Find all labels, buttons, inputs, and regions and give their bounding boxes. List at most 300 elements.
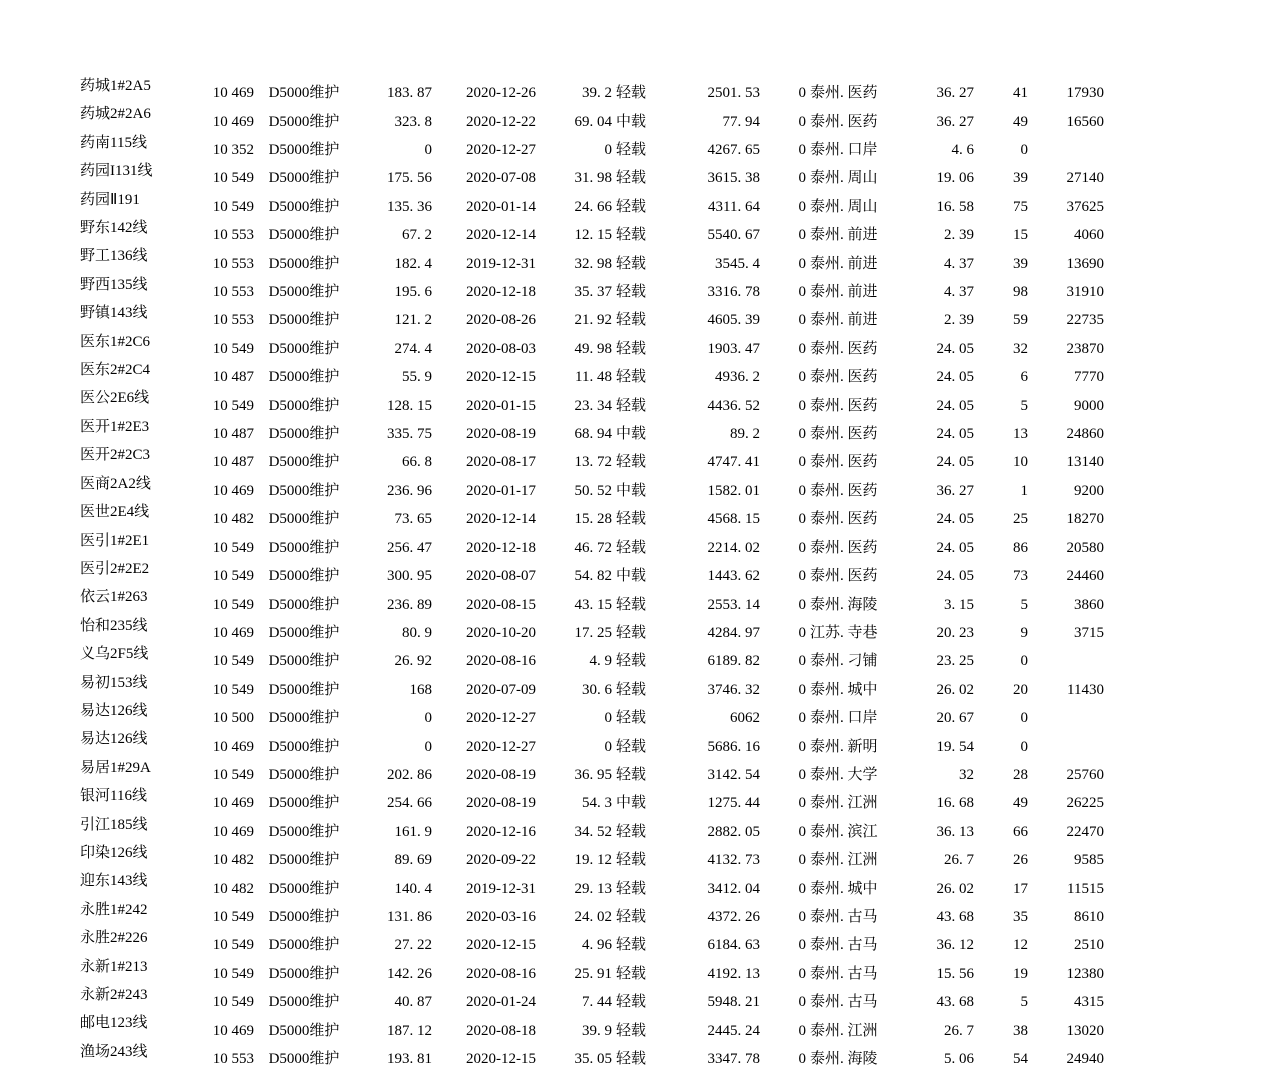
cell-v3[interactable]: 3142. 54 [707,766,760,783]
cell-v3[interactable]: 5686. 16 [707,738,760,755]
cell-type[interactable]: D5000维护 [268,369,340,386]
cell-zero[interactable]: 0 [798,369,806,386]
cell-name[interactable] [78,928,168,956]
cell-v5[interactable]: 39 [1013,255,1028,272]
cell-v2[interactable]: 35. 37 [574,284,612,301]
cell-v4[interactable]: 36. 27 [936,482,974,499]
cell-type[interactable]: D5000维护 [268,170,340,187]
cell-name[interactable] [78,388,168,416]
cell-v4[interactable]: 24. 05 [936,340,974,357]
cell-v4[interactable]: 43. 68 [936,908,974,925]
cell-v6[interactable]: 26225 [1066,795,1104,812]
cell-v3[interactable]: 4132. 73 [707,852,760,869]
cell-v1[interactable]: 55. 9 [402,369,432,386]
cell-v3[interactable]: 3412. 04 [707,880,760,897]
cell-v2[interactable]: 0 [604,738,612,755]
table-row[interactable] [78,190,1106,218]
cell-date[interactable]: 2020-08-07 [466,568,536,585]
cell-v1[interactable]: 128. 15 [387,397,432,414]
cell-code[interactable]: 10 549 [212,965,254,982]
cell-name[interactable] [78,218,168,246]
cell-v2[interactable]: 43. 15 [574,596,612,613]
cell-code[interactable]: 10 469 [212,624,254,641]
cell-code[interactable]: 10 469 [212,738,254,755]
cell-load[interactable]: 轻载 [616,170,647,187]
cell-date[interactable]: 2020-01-17 [466,482,536,499]
cell-v4[interactable]: 19. 06 [936,170,974,187]
cell-code[interactable]: 10 482 [212,880,254,897]
cell-v4[interactable]: 36. 12 [936,937,974,954]
cell-type[interactable]: D5000维护 [268,198,340,215]
cell-load[interactable]: 轻载 [616,681,647,698]
cell-v2[interactable]: 49. 98 [574,340,612,357]
cell-v3[interactable]: 1275. 44 [707,795,760,812]
cell-region[interactable]: 泰州. 古马 [810,965,878,982]
cell-v5[interactable]: 0 [1020,142,1028,159]
table-row[interactable] [78,531,1106,559]
cell-v5[interactable]: 75 [1013,198,1028,215]
cell-region[interactable]: 泰州. 海陵 [810,1051,878,1068]
cell-load[interactable]: 轻载 [616,1051,647,1068]
cell-type[interactable]: D5000维护 [268,596,340,613]
cell-v4[interactable]: 4. 37 [944,255,974,272]
cell-v4[interactable]: 26. 02 [936,880,974,897]
cell-v6[interactable]: 22470 [1066,823,1104,840]
cell-v4[interactable]: 32 [959,766,974,783]
cell-region[interactable]: 泰州. 医药 [810,426,878,443]
cell-zero[interactable]: 0 [798,170,806,187]
cell-v5[interactable]: 19 [1013,965,1028,982]
cell-zero[interactable]: 0 [798,397,806,414]
cell-type[interactable]: D5000维护 [268,255,340,272]
cell-v3[interactable]: 2882. 05 [707,823,760,840]
cell-type[interactable]: D5000维护 [268,908,340,925]
cell-region[interactable]: 泰州. 医药 [810,482,878,499]
cell-date[interactable]: 2020-07-09 [466,681,536,698]
table-row[interactable] [78,388,1106,416]
cell-v1[interactable]: 0 [424,710,432,727]
cell-name[interactable] [78,616,168,644]
cell-v3[interactable]: 4311. 64 [708,198,760,215]
cell-load[interactable]: 轻载 [616,653,647,670]
cell-date[interactable]: 2019-12-31 [466,255,536,272]
cell-load[interactable]: 轻载 [616,85,647,102]
cell-name[interactable] [78,871,168,899]
cell-v6[interactable]: 24460 [1066,568,1104,585]
cell-type[interactable]: D5000维护 [268,624,340,641]
cell-region[interactable]: 泰州. 前进 [810,284,878,301]
cell-v6[interactable]: 13140 [1066,454,1104,471]
cell-v2[interactable]: 29. 13 [574,880,612,897]
cell-v6[interactable]: 2510 [1074,937,1104,954]
cell-v4[interactable]: 23. 25 [936,653,974,670]
cell-v5[interactable]: 59 [1013,312,1028,329]
cell-v6[interactable]: 3860 [1074,596,1104,613]
cell-v6[interactable] [1030,644,1106,672]
cell-load[interactable]: 轻载 [616,539,647,556]
cell-date[interactable]: 2020-12-15 [466,1051,536,1068]
cell-v3[interactable]: 2553. 14 [707,596,760,613]
cell-type[interactable]: D5000维护 [268,710,340,727]
cell-region[interactable]: 泰州. 城中 [810,681,878,698]
cell-code[interactable]: 10 549 [212,937,254,954]
cell-date[interactable]: 2020-08-19 [466,766,536,783]
cell-code[interactable]: 10 487 [212,454,254,471]
table-row[interactable] [78,1013,1106,1041]
cell-v3[interactable]: 77. 94 [722,113,760,130]
cell-type[interactable]: D5000维护 [268,994,340,1011]
cell-v2[interactable]: 17. 25 [574,624,612,641]
cell-name[interactable] [78,246,168,274]
cell-code[interactable]: 10 500 [212,710,254,727]
cell-zero[interactable]: 0 [798,965,806,982]
cell-name[interactable] [78,900,168,928]
cell-v3[interactable]: 4267. 65 [707,142,760,159]
cell-v1[interactable]: 27. 22 [394,937,432,954]
cell-code[interactable]: 10 469 [212,1022,254,1039]
cell-v2[interactable]: 54. 82 [574,568,612,585]
table-row[interactable] [78,616,1106,644]
cell-zero[interactable]: 0 [798,511,806,528]
cell-v2[interactable]: 35. 05 [574,1051,612,1068]
cell-v2[interactable]: 69. 04 [574,113,612,130]
cell-load[interactable]: 中载 [616,113,647,130]
cell-v5[interactable]: 49 [1013,113,1028,130]
table-row[interactable] [78,758,1106,786]
cell-v1[interactable]: 274. 4 [394,340,432,357]
cell-load[interactable]: 中载 [616,426,647,443]
cell-type[interactable]: D5000维护 [268,454,340,471]
cell-type[interactable]: D5000维护 [268,539,340,556]
table-row[interactable] [78,900,1106,928]
cell-region[interactable]: 泰州. 城中 [810,880,878,897]
cell-name[interactable] [78,985,168,1013]
cell-v2[interactable]: 21. 92 [574,312,612,329]
cell-v5[interactable]: 49 [1013,795,1028,812]
cell-v4[interactable]: 5. 06 [944,1051,974,1068]
cell-code[interactable]: 10 469 [212,482,254,499]
cell-v3[interactable]: 4436. 52 [707,397,760,414]
cell-v1[interactable]: 73. 65 [394,511,432,528]
cell-date[interactable]: 2019-12-31 [466,880,536,897]
cell-v6[interactable]: 18270 [1066,511,1104,528]
cell-v2[interactable]: 7. 44 [582,994,612,1011]
cell-v1[interactable]: 0 [424,738,432,755]
cell-region[interactable]: 泰州. 医药 [810,454,878,471]
table-row[interactable] [78,76,1106,104]
cell-v6[interactable] [1030,701,1106,729]
cell-v2[interactable]: 50. 52 [574,482,612,499]
cell-v1[interactable]: 161. 9 [394,823,432,840]
cell-v4[interactable]: 4. 37 [944,284,974,301]
cell-zero[interactable]: 0 [798,284,806,301]
cell-v2[interactable]: 0 [604,710,612,727]
cell-v2[interactable]: 46. 72 [574,539,612,556]
cell-zero[interactable]: 0 [798,539,806,556]
cell-code[interactable]: 10 549 [212,596,254,613]
cell-region[interactable]: 泰州. 海陵 [810,596,878,613]
cell-v6[interactable]: 13690 [1066,255,1104,272]
table-row[interactable] [78,332,1106,360]
table-row[interactable] [78,246,1106,274]
cell-type[interactable]: D5000维护 [268,284,340,301]
cell-name[interactable] [78,104,168,132]
cell-v1[interactable]: 0 [424,142,432,159]
cell-code[interactable]: 10 553 [212,284,254,301]
cell-zero[interactable]: 0 [798,227,806,244]
cell-zero[interactable]: 0 [798,880,806,897]
cell-load[interactable]: 轻载 [616,227,647,244]
cell-load[interactable]: 轻载 [616,766,647,783]
table-row[interactable] [78,815,1106,843]
table-row[interactable] [78,161,1106,189]
cell-v4[interactable]: 24. 05 [936,426,974,443]
cell-v4[interactable]: 20. 67 [936,710,974,727]
cell-load[interactable]: 轻载 [616,312,647,329]
cell-code[interactable]: 10 487 [212,426,254,443]
cell-v1[interactable]: 236. 96 [387,482,432,499]
cell-v3[interactable]: 4605. 39 [707,312,760,329]
cell-code[interactable]: 10 549 [212,340,254,357]
cell-zero[interactable]: 0 [798,994,806,1011]
cell-region[interactable]: 泰州. 前进 [810,255,878,272]
cell-v3[interactable]: 3347. 78 [707,1051,760,1068]
cell-zero[interactable]: 0 [798,113,806,130]
cell-v2[interactable]: 12. 15 [574,227,612,244]
table-row[interactable] [78,729,1106,757]
cell-v5[interactable]: 41 [1013,85,1028,102]
cell-code[interactable]: 10 469 [212,85,254,102]
cell-v6[interactable]: 11430 [1067,681,1104,698]
cell-name[interactable] [78,417,168,445]
cell-load[interactable]: 轻载 [616,994,647,1011]
cell-type[interactable]: D5000维护 [268,426,340,443]
cell-v4[interactable]: 24. 05 [936,369,974,386]
table-row[interactable] [78,871,1106,899]
cell-code[interactable]: 10 487 [212,369,254,386]
cell-v1[interactable]: 26. 92 [394,653,432,670]
cell-v5[interactable]: 32 [1013,340,1028,357]
cell-v5[interactable]: 28 [1013,766,1028,783]
cell-name[interactable] [78,843,168,871]
cell-region[interactable]: 泰州. 江洲 [810,852,878,869]
cell-name[interactable] [78,531,168,559]
cell-v5[interactable]: 9 [1020,624,1028,641]
cell-name[interactable] [78,502,168,530]
cell-name[interactable] [78,701,168,729]
cell-region[interactable]: 泰州. 口岸 [810,142,878,159]
cell-type[interactable]: D5000维护 [268,937,340,954]
cell-v5[interactable]: 35 [1013,908,1028,925]
cell-load[interactable]: 轻载 [616,511,647,528]
cell-v5[interactable]: 5 [1020,596,1028,613]
cell-zero[interactable]: 0 [798,482,806,499]
cell-v2[interactable]: 54. 3 [582,795,612,812]
cell-date[interactable]: 2020-03-16 [466,908,536,925]
cell-v5[interactable]: 20 [1013,681,1028,698]
cell-v6[interactable]: 20580 [1066,539,1104,556]
cell-v1[interactable]: 80. 9 [402,624,432,641]
cell-name[interactable] [78,815,168,843]
cell-v1[interactable]: 131. 86 [387,908,432,925]
cell-region[interactable]: 泰州. 江洲 [810,1022,878,1039]
cell-v2[interactable]: 4. 96 [582,937,612,954]
cell-v6[interactable]: 17930 [1066,85,1104,102]
cell-v4[interactable]: 24. 05 [936,568,974,585]
cell-load[interactable]: 轻载 [616,880,647,897]
cell-type[interactable]: D5000维护 [268,227,340,244]
cell-zero[interactable]: 0 [798,312,806,329]
cell-v4[interactable]: 36. 13 [936,823,974,840]
cell-code[interactable]: 10 352 [212,142,254,159]
cell-v1[interactable]: 256. 47 [387,539,432,556]
cell-v3[interactable]: 4284. 97 [707,624,760,641]
cell-type[interactable]: D5000维护 [268,738,340,755]
cell-zero[interactable]: 0 [798,426,806,443]
cell-zero[interactable]: 0 [798,340,806,357]
cell-v3[interactable]: 5540. 67 [707,227,760,244]
cell-code[interactable]: 10 549 [212,568,254,585]
cell-region[interactable]: 泰州. 医药 [810,511,878,528]
cell-v3[interactable]: 1582. 01 [707,482,760,499]
cell-v4[interactable]: 19. 54 [936,738,974,755]
cell-region[interactable]: 泰州. 新明 [810,738,878,755]
cell-load[interactable]: 轻载 [616,823,647,840]
cell-region[interactable]: 泰州. 医药 [810,340,878,357]
cell-name[interactable] [78,161,168,189]
cell-region[interactable]: 泰州. 医药 [810,539,878,556]
cell-load[interactable]: 轻载 [616,965,647,982]
cell-code[interactable]: 10 549 [212,681,254,698]
cell-date[interactable]: 2020-12-27 [466,710,536,727]
table-row[interactable] [78,275,1106,303]
cell-date[interactable]: 2020-08-18 [466,1022,536,1039]
cell-zero[interactable]: 0 [798,908,806,925]
cell-date[interactable]: 2020-12-14 [466,511,536,528]
cell-type[interactable]: D5000维护 [268,965,340,982]
cell-name[interactable] [78,957,168,985]
cell-load[interactable]: 轻载 [616,369,647,386]
cell-zero[interactable]: 0 [798,255,806,272]
cell-region[interactable]: 泰州. 大学 [810,766,878,783]
cell-date[interactable]: 2020-12-14 [466,227,536,244]
table-row[interactable] [78,928,1106,956]
cell-code[interactable]: 10 549 [212,908,254,925]
cell-type[interactable]: D5000维护 [268,397,340,414]
cell-name[interactable] [78,587,168,615]
cell-date[interactable]: 2020-08-26 [466,312,536,329]
cell-v1[interactable]: 168 [409,681,432,698]
cell-v6[interactable]: 9000 [1074,397,1104,414]
cell-region[interactable]: 泰州. 前进 [810,312,878,329]
cell-v2[interactable]: 11. 48 [575,369,612,386]
cell-load[interactable]: 轻载 [616,596,647,613]
cell-name[interactable] [78,360,168,388]
cell-date[interactable]: 2020-09-22 [466,852,536,869]
cell-region[interactable]: 泰州. 医药 [810,568,878,585]
table-row[interactable] [78,559,1106,587]
cell-load[interactable]: 轻载 [616,397,647,414]
cell-v4[interactable]: 20. 23 [936,624,974,641]
table-row[interactable] [78,587,1106,615]
cell-v6[interactable]: 31910 [1066,284,1104,301]
cell-load[interactable]: 轻载 [616,340,647,357]
table-row[interactable] [78,133,1106,161]
cell-v3[interactable]: 4747. 41 [707,454,760,471]
cell-type[interactable]: D5000维护 [268,85,340,102]
cell-zero[interactable]: 0 [798,766,806,783]
cell-zero[interactable]: 0 [798,738,806,755]
cell-v4[interactable]: 15. 56 [936,965,974,982]
cell-type[interactable]: D5000维护 [268,653,340,670]
cell-v4[interactable]: 24. 05 [936,454,974,471]
table-row[interactable] [78,104,1106,132]
cell-v6[interactable]: 4315 [1074,994,1104,1011]
cell-name[interactable] [78,474,168,502]
cell-zero[interactable]: 0 [798,198,806,215]
cell-type[interactable]: D5000维护 [268,482,340,499]
table-row[interactable] [78,417,1106,445]
cell-v2[interactable]: 39. 9 [582,1022,612,1039]
cell-v5[interactable]: 26 [1013,852,1028,869]
cell-date[interactable]: 2020-08-19 [466,795,536,812]
cell-date[interactable]: 2020-12-15 [466,369,536,386]
cell-type[interactable]: D5000维护 [268,568,340,585]
cell-v4[interactable]: 43. 68 [936,994,974,1011]
cell-code[interactable]: 10 553 [212,1051,254,1068]
cell-code[interactable]: 10 469 [212,795,254,812]
cell-name[interactable] [78,1013,168,1041]
cell-region[interactable]: 泰州. 周山 [810,170,878,187]
cell-v6[interactable]: 7770 [1074,369,1104,386]
cell-date[interactable]: 2020-01-24 [466,994,536,1011]
cell-v1[interactable]: 135. 36 [387,198,432,215]
cell-v5[interactable]: 86 [1013,539,1028,556]
cell-v5[interactable]: 5 [1020,994,1028,1011]
cell-date[interactable]: 2020-12-18 [466,284,536,301]
cell-zero[interactable]: 0 [798,142,806,159]
cell-v3[interactable]: 4372. 26 [707,908,760,925]
cell-v6[interactable]: 3715 [1074,624,1104,641]
cell-v2[interactable]: 19. 12 [574,852,612,869]
cell-v3[interactable]: 6189. 82 [707,653,760,670]
cell-code[interactable]: 10 553 [212,227,254,244]
cell-v6[interactable]: 22735 [1066,312,1104,329]
cell-v5[interactable]: 12 [1013,937,1028,954]
cell-v5[interactable]: 98 [1013,284,1028,301]
cell-zero[interactable]: 0 [798,596,806,613]
cell-date[interactable]: 2020-08-03 [466,340,536,357]
cell-v4[interactable]: 16. 58 [936,198,974,215]
cell-v2[interactable]: 25. 91 [574,965,612,982]
cell-v6[interactable]: 4060 [1074,227,1104,244]
cell-v4[interactable]: 36. 27 [936,85,974,102]
cell-v1[interactable]: 335. 75 [387,426,432,443]
table-row[interactable] [78,786,1106,814]
cell-region[interactable]: 泰州. 江洲 [810,795,878,812]
cell-load[interactable]: 中载 [616,568,647,585]
cell-name[interactable] [78,275,168,303]
cell-date[interactable]: 2020-08-16 [466,965,536,982]
cell-v1[interactable]: 40. 87 [394,994,432,1011]
cell-region[interactable]: 江苏. 寺巷 [810,624,878,641]
cell-v1[interactable]: 182. 4 [394,255,432,272]
cell-load[interactable]: 中载 [616,795,647,812]
cell-v1[interactable]: 67. 2 [402,227,432,244]
cell-v3[interactable]: 3746. 32 [707,681,760,698]
cell-v5[interactable]: 5 [1020,397,1028,414]
cell-v5[interactable]: 38 [1013,1022,1028,1039]
